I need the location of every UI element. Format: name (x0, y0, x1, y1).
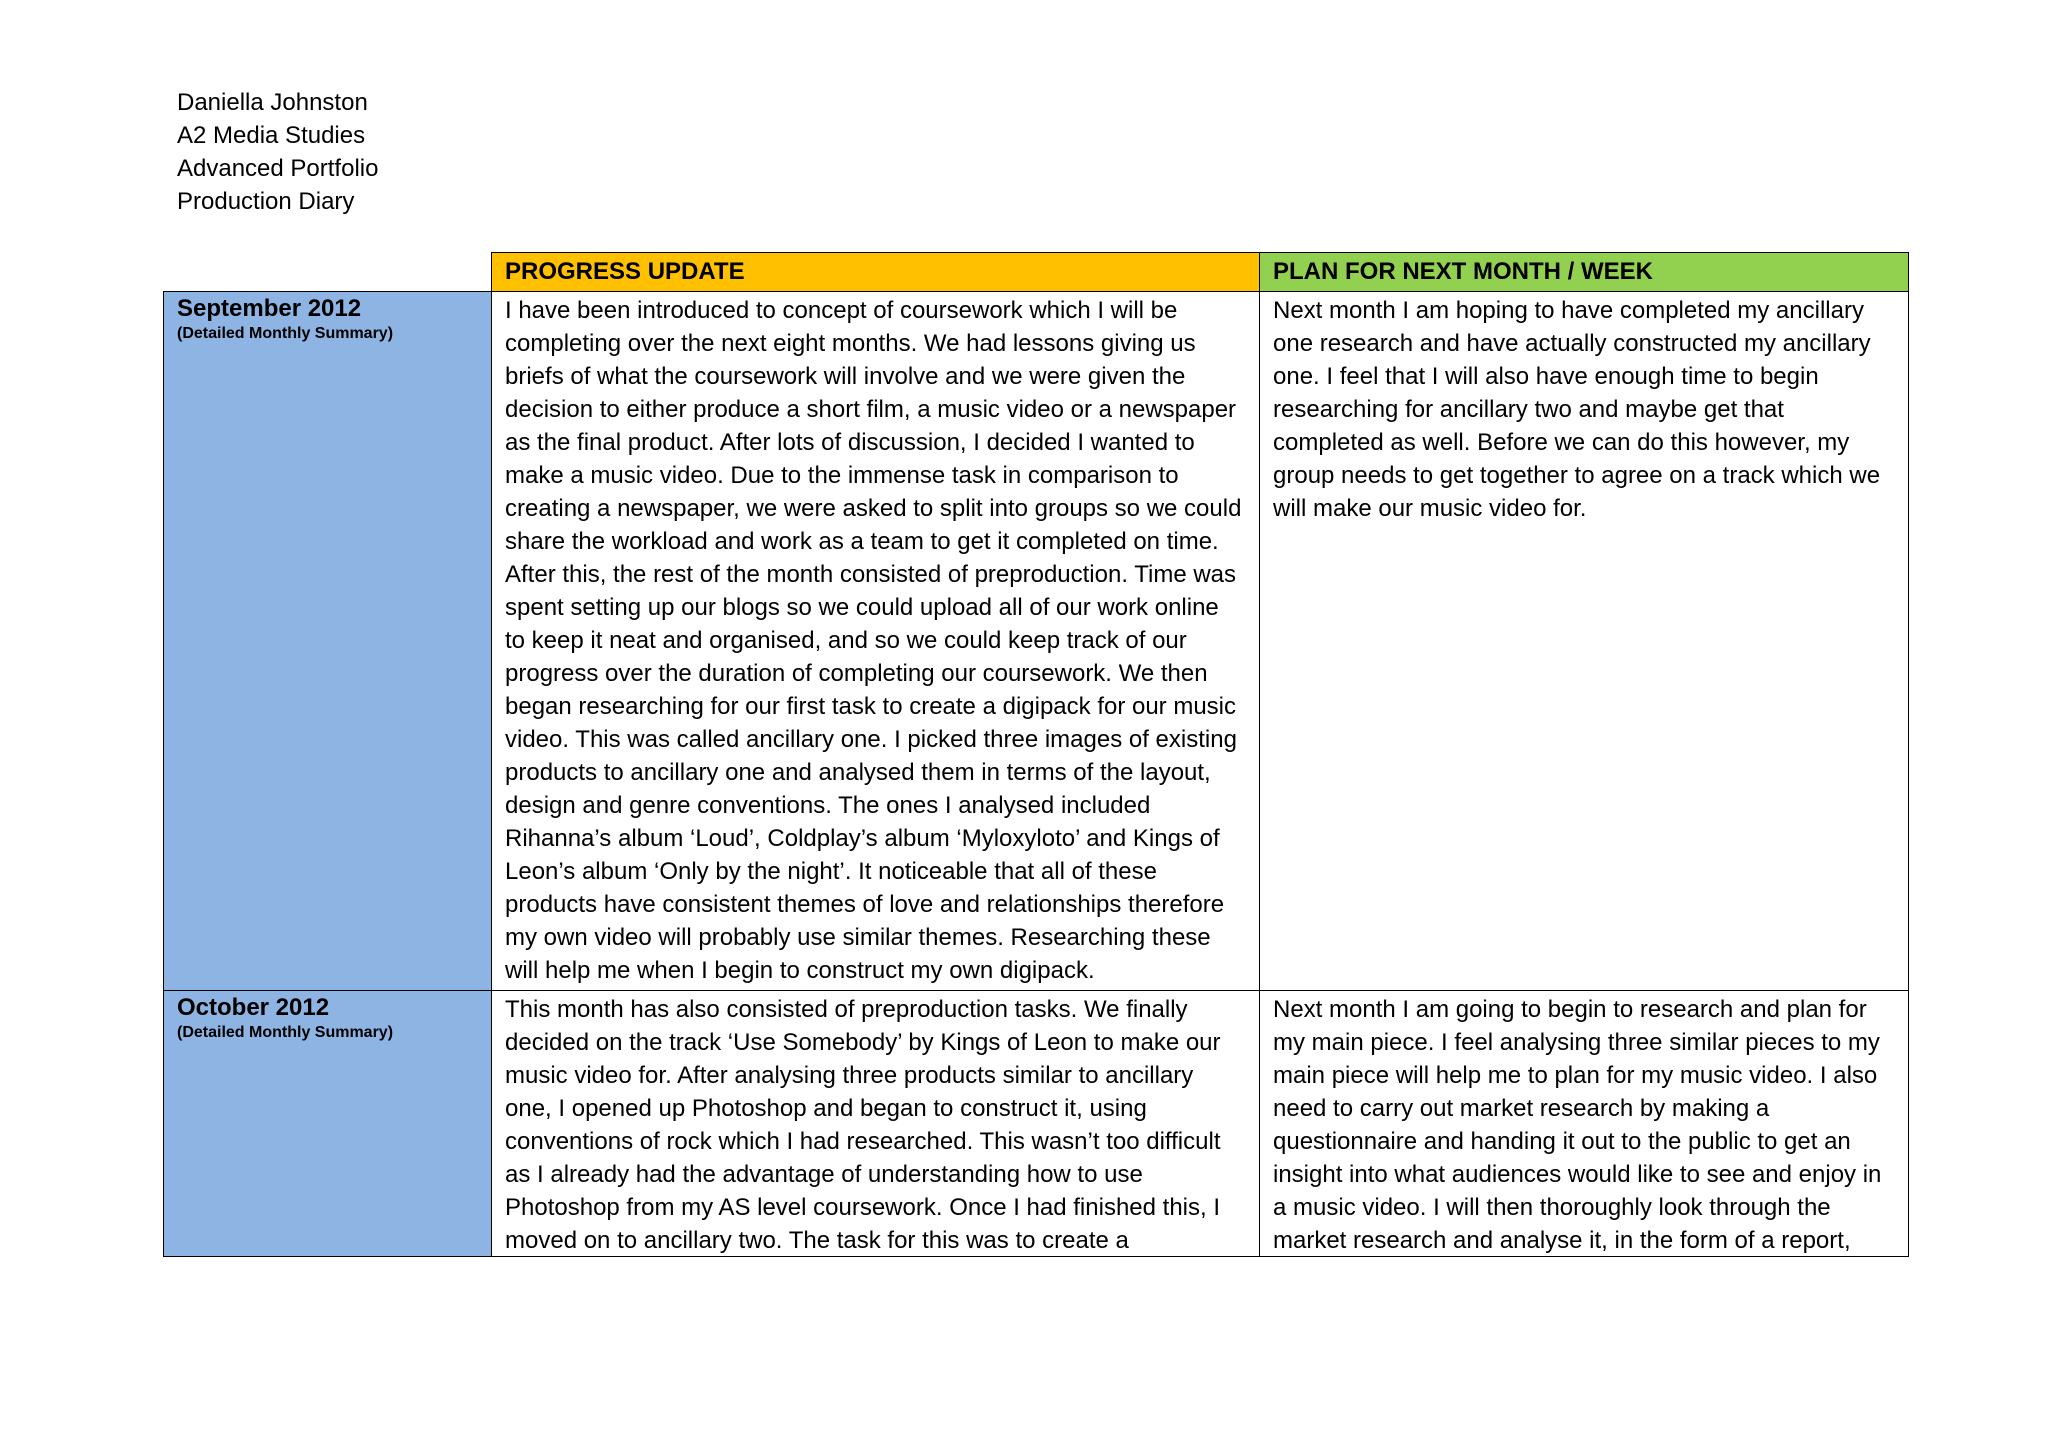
plan-cell (1260, 991, 1909, 1257)
course-name: A2 Media Studies (177, 122, 366, 149)
month-name: September 2012 (177, 295, 362, 322)
month-name: October 2012 (177, 994, 330, 1021)
month-subtitle: (Detailed Monthly Summary) (177, 1024, 394, 1041)
portfolio-name: Advanced Portfolio (177, 155, 379, 182)
document-header (177, 86, 378, 218)
table-row (164, 292, 1909, 991)
production-diary-table (163, 252, 1909, 1257)
month-subtitle: (Detailed Monthly Summary) (177, 325, 394, 342)
progress-cell (492, 991, 1260, 1257)
table-header-row (164, 253, 1909, 292)
month-cell (164, 991, 492, 1257)
header-blank-cell (164, 253, 492, 292)
document-title: Production Diary (177, 188, 355, 215)
table-row (164, 991, 1909, 1257)
progress-text: This month has also consisted of preproduction tasks. We finally decided on the track ‘Use Somebody’ by Kings of Leon to make our music video for. After analysing three products similar to ancillary one, I opened up Photoshop and began to construct it, using conventions of rock which I had researched. This wasn’t too difficult as I already had the advantage of understanding how to use Photoshop from my AS level coursework. Once I had finished this, I moved on to ancillary two. The task for this was to create a (505, 996, 1221, 1253)
plan-cell (1260, 292, 1909, 991)
month-cell (164, 292, 492, 991)
progress-update-header: PROGRESS UPDATE (492, 253, 1260, 292)
plan-next-header: PLAN FOR NEXT MONTH / WEEK (1260, 253, 1909, 292)
plan-text: Next month I am going to begin to research and plan for my main piece. I feel analysing three similar pieces to my main piece will help me to plan for my music video. I also need to carry out market research by making a questionnaire and handing it out to the public to get an insight into what audiences would like to see and enjoy in a music video. I will then thoroughly look through the market research and analyse it, in the form of a report, (1273, 996, 1882, 1253)
progress-cell (492, 292, 1260, 991)
author-name: Daniella Johnston (177, 89, 368, 116)
plan-text: Next month I am hoping to have completed my ancillary one research and have actually constructed my ancillary one. I feel that I will also have enough time to begin researching for ancillary two and maybe get that completed as well. Before we can do this however, my group needs to get together to agree on a track which we will make our music video for. (1273, 297, 1881, 522)
progress-text: I have been introduced to concept of coursework which I will be completing over the next eight months. We had lessons giving us briefs of what the coursework will involve and we were given the decision to either produce a short film, a music video or a newspaper as the final product. After lots of discussion, I decided I wanted to make a music video. Due to the immense task in comparison to creating a newspaper, we were asked to split into groups so we could share the workload and work as a team to get it completed on time. After this, the rest of the month consisted of preproduction. Time was spent setting up our blogs so we could upload all of our work online to keep it neat and organised, and so we could keep track of our progress over the duration of completing our coursework. We then began researching for our first task to create a digipack for our music video. This was called ancillary one. I picked three images of existing products to ancillary one and analysed them in terms of the layout, design and genre conventions. The ones I analysed included Rihanna’s album ‘Loud’, Coldplay’s album ‘Myloxyloto’ and Kings of Leon’s album ‘Only by the night’. It noticeable that all of these products have consistent themes of love and relationships therefore my own video will probably use similar themes. Researching these will help me when I begin to construct my own digipack. (505, 297, 1242, 984)
